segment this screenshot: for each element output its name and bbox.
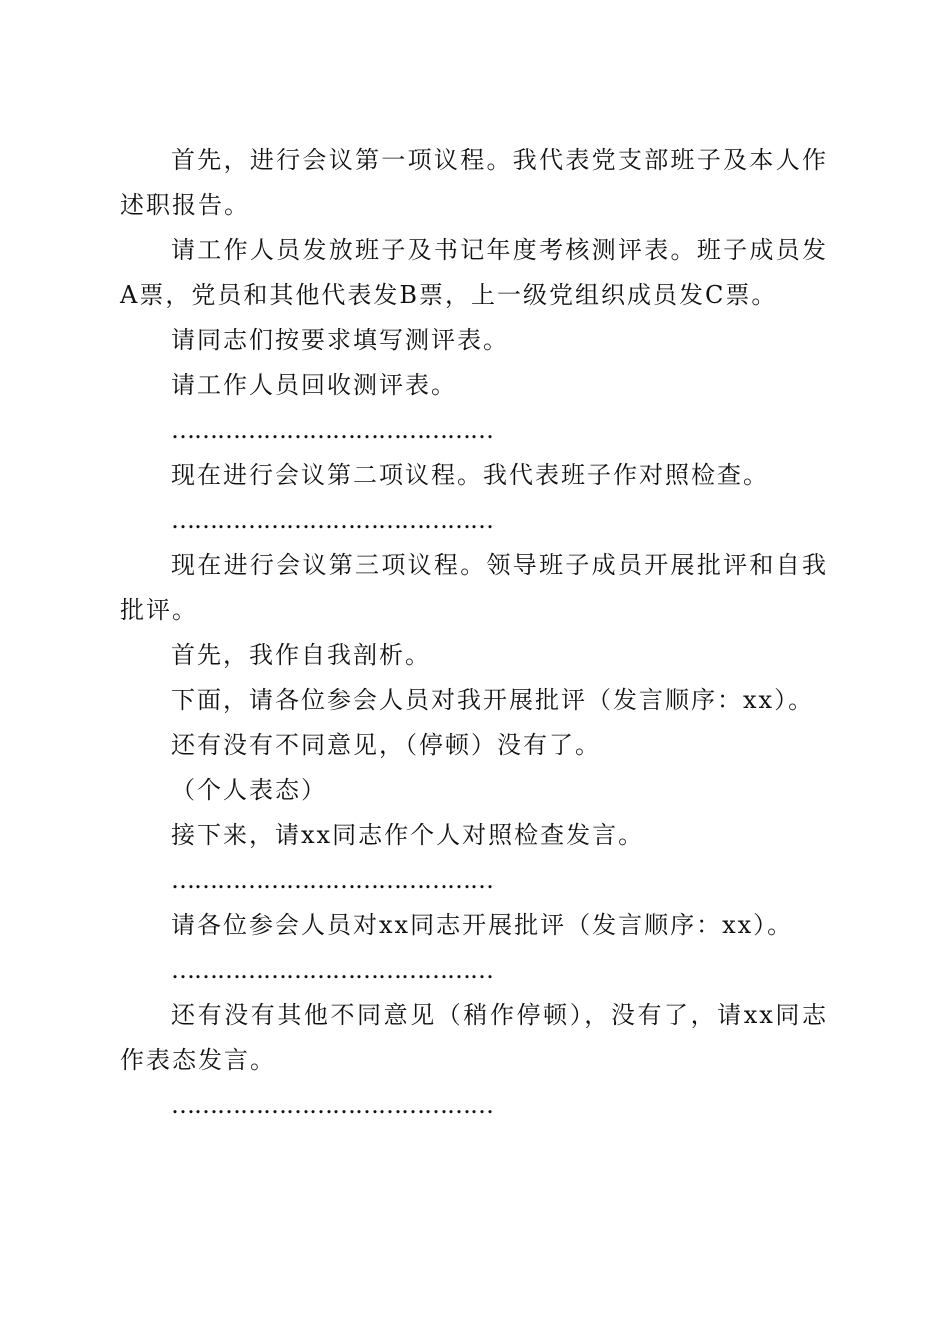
paragraph-request-criticism: 下面，请各位参会人员对我开展批评（发言顺序：xx）。 (171, 686, 815, 714)
ellipsis-separator: …………………………………… (171, 416, 493, 444)
document-body (120, 138, 828, 1128)
paragraph-agenda-item-three: 现在进行会议第三项议程。领导班子成员开展批评和自我批评。 (120, 551, 828, 624)
ellipsis-separator: …………………………………… (171, 506, 493, 534)
paragraph-personal-statement: （个人表态） (171, 776, 327, 804)
paragraph-fill-forms: 请同志们按要求填写测评表。 (171, 326, 509, 354)
paragraph-no-objections: 还有没有不同意见，（停顿）没有了。 (171, 731, 601, 759)
ellipsis-separator: …………………………………… (171, 1091, 493, 1119)
paragraph-criticize-comrade: 请各位参会人员对xx同志开展批评（发言顺序：xx）。 (171, 911, 794, 939)
ellipsis-separator: …………………………………… (171, 956, 493, 984)
ellipsis-separator: …………………………………… (171, 866, 493, 894)
paragraph-distribute-forms: 请工作人员发放班子及书记年度考核测评表。班子成员发A票，党员和其他代表发B票，上一级党组织成员发C票。 (120, 236, 828, 309)
paragraph-next-speaker: 接下来，请xx同志作个人对照检查发言。 (171, 821, 645, 849)
paragraph-agenda-item-one: 首先，进行会议第一项议程。我代表党支部班子及本人作述职报告。 (120, 146, 828, 219)
paragraph-agenda-item-two: 现在进行会议第二项议程。我代表班子作对照检查。 (171, 461, 769, 489)
paragraph-self-analysis: 首先，我作自我剖析。 (171, 641, 431, 669)
paragraph-other-objections: 还有没有其他不同意见（稍作停顿），没有了，请xx同志作表态发言。 (120, 1001, 828, 1074)
paragraph-collect-forms: 请工作人员回收测评表。 (171, 371, 457, 399)
